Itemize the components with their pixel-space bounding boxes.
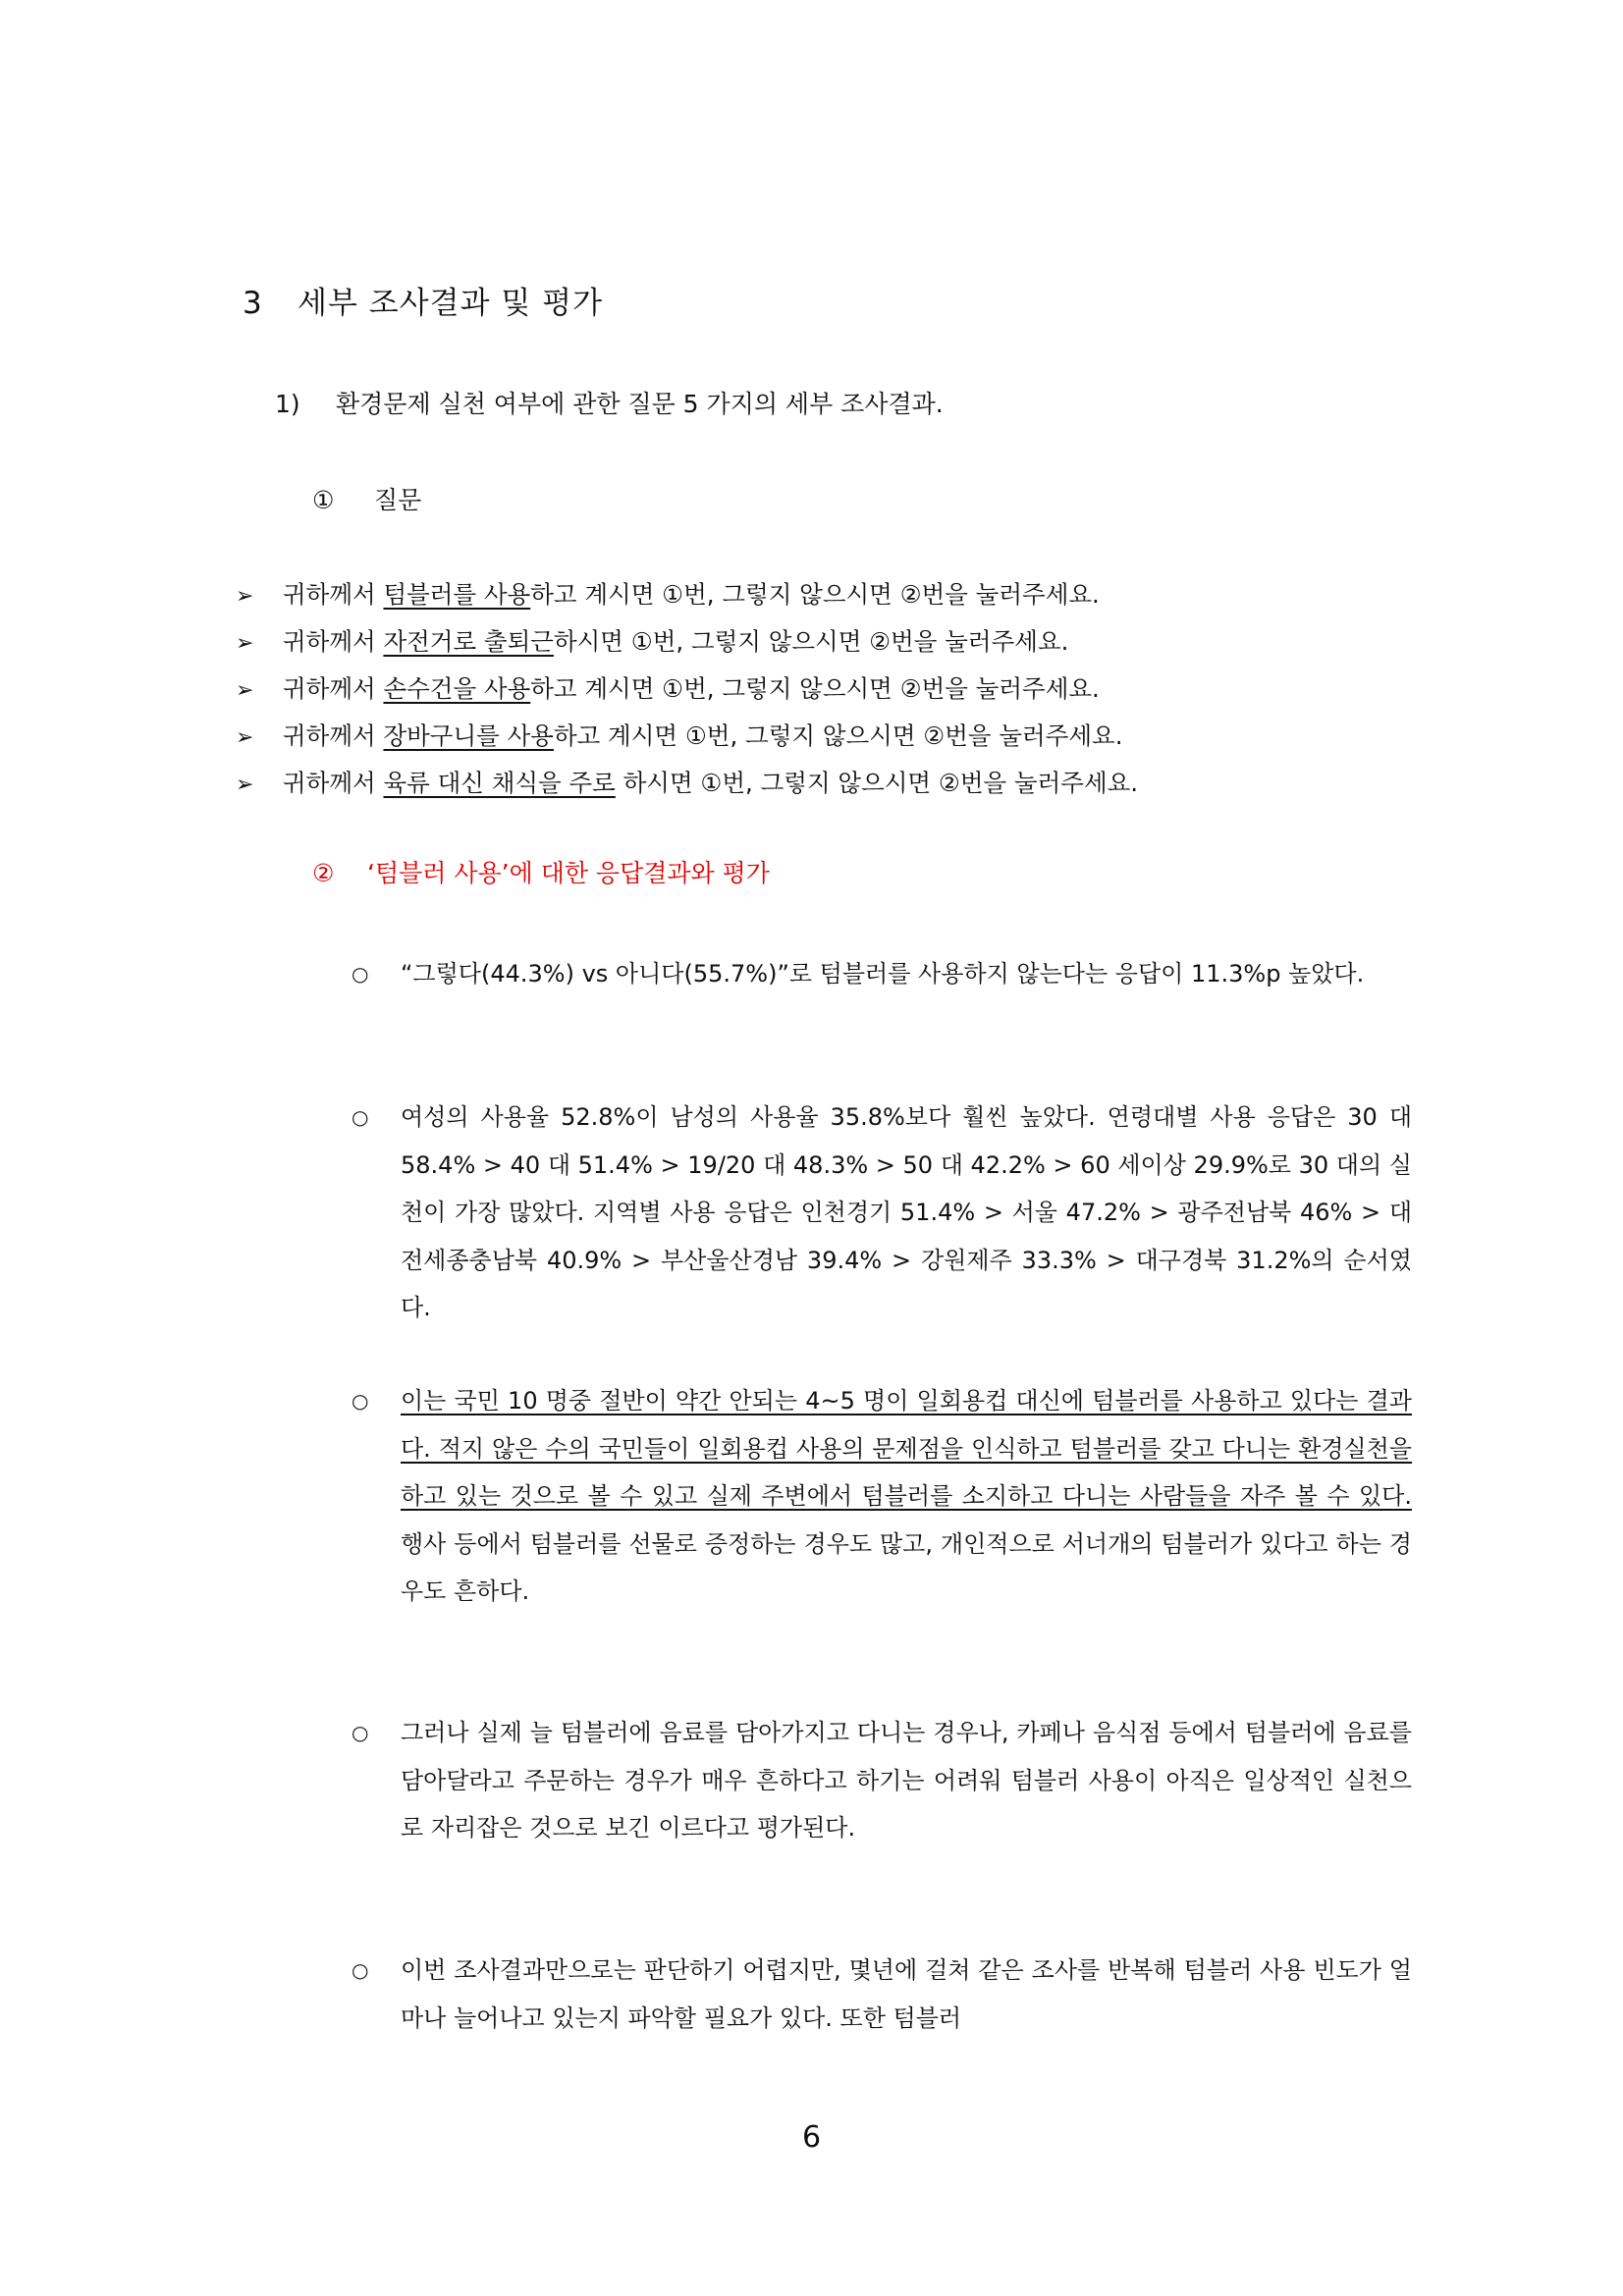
question-suffix: 하고 계시면 ①번, 그렇지 않으시면 ②번을 눌러주세요. [530,674,1100,703]
result-paragraph-5 [352,1947,1412,2042]
question-keyword: 장바구니를 사용 [383,721,554,750]
subsection-heading [275,385,944,420]
result-paragraph-1 [352,950,1412,998]
question-prefix: 귀하께서 [283,674,384,703]
question-prefix: 귀하께서 [283,627,384,656]
results-heading-title: ‘텀블러 사용’에 대한 응답결과와 평가 [367,859,770,887]
question-item [236,760,1138,807]
circle-bullet-icon: ○ [352,1958,369,1982]
paragraph-underlined-text: 이는 국민 10 명중 절반이 약간 안되는 4~5 명이 일회용컵 대신에 텀블러를 사용하고 있다는 결과다. 적지 않은 수의 국민들이 일회용컵 사용의 문제점을 인식하고 텀블러를 갖고 다니는 환경실천을 하고 있는 것으로 볼 수 있고 실제 주변에서 텀블러를 소지하고 다니는 사람들을 자주 볼 수 있다. [401,1387,1412,1510]
question-list [236,571,1138,807]
question-prefix: 귀하께서 [283,769,384,797]
circle-bullet-icon: ○ [352,1389,369,1413]
question-suffix: 하고 계시면 ①번, 그렇지 않으시면 ②번을 눌러주세요. [530,580,1100,609]
circle-bullet-icon: ○ [352,1105,369,1129]
paragraph-text [401,1377,1412,1616]
question-item [236,571,1138,618]
question-item [236,666,1138,713]
arrow-bullet-icon: ➢ [236,773,254,797]
question-suffix: 하시면 ①번, 그렇지 않으시면 ②번을 눌러주세요. [553,627,1069,656]
paragraph-rest-text: 행사 등에서 텀블러를 선물로 증정하는 경우도 많고, 개인적으로 서너개의 텀블러가 있다고 하는 경우도 흔하다. [401,1529,1412,1605]
arrow-bullet-icon: ➢ [236,678,254,703]
subsection-number: 1) [275,390,300,418]
question-prefix: 귀하께서 [283,721,384,750]
arrow-bullet-icon: ➢ [236,725,254,750]
question-keyword: 자전거로 출퇴근 [383,627,554,656]
questions-heading-number: ① [312,486,335,514]
question-suffix: 하고 계시면 ①번, 그렇지 않으시면 ②번을 눌러주세요. [553,721,1123,750]
question-keyword: 육류 대신 채식을 주로 [383,769,616,797]
question-suffix: 하시면 ①번, 그렇지 않으시면 ②번을 눌러주세요. [615,769,1139,797]
subsection-title: 환경문제 실천 여부에 관한 질문 5 가지의 세부 조사결과. [336,390,944,418]
results-heading [312,854,770,889]
result-paragraph-4 [352,1709,1412,1852]
result-paragraph-3 [352,1377,1412,1616]
results-heading-number: ② [312,859,335,887]
arrow-bullet-icon: ➢ [236,584,254,609]
question-prefix: 귀하께서 [283,580,384,609]
section-heading [243,278,603,322]
section-number: 3 [243,286,263,321]
question-keyword: 텀블러를 사용 [383,580,531,609]
circle-bullet-icon: ○ [352,1721,369,1744]
paragraph-text: 그러나 실제 늘 텀블러에 음료를 담아가지고 다니는 경우나, 카페나 음식점 등에서 텀블러에 음료를 담아달라고 주문하는 경우가 매우 흔하다고 하기는 어려워 텀블러 사용이 아직은 일상적인 실천으로 자리잡은 것으로 보긴 이르다고 평가된다. [401,1719,1412,1842]
section-title: 세부 조사결과 및 평가 [298,286,604,321]
arrow-bullet-icon: ➢ [236,631,254,656]
paragraph-text: 여성의 사용율 52.8%이 남성의 사용율 35.8%보다 훨씬 높았다. 연령대별 사용 응답은 30 대 58.4% > 40 대 51.4% > 19/20 대 48.3% > 50 대 42.2% > 60 세이상 29.9%로 30 대의 실천이 가장 많았다. 지역별 사용 응답은 인천경기 51.4% > 서울 47.2% > 광주전남북 46% > 대전세종충남북 40.9% > 부산울산경남 39.4% > 강원제주 33.3% > 대구경북 31.2%의 순서였다. [401,1103,1412,1321]
questions-heading-title: 질문 [374,486,422,514]
paragraph-text: 이번 조사결과만으로는 판단하기 어렵지만, 몇년에 걸쳐 같은 조사를 반복해 텀블러 사용 빈도가 얼마나 늘어나고 있는지 파악할 필요가 있다. 또한 텀블러 [401,1956,1412,2032]
page-number: 6 [801,2120,822,2155]
question-item [236,713,1138,760]
questions-heading [312,481,421,516]
result-paragraph-2 [352,1094,1412,1332]
question-item [236,618,1138,666]
paragraph-text: “그렇다(44.3%) vs 아니다(55.7%)”로 텀블러를 사용하지 않는다는 응답이 11.3%p 높았다. [401,960,1365,988]
circle-bullet-icon: ○ [352,962,369,986]
question-keyword: 손수건을 사용 [383,674,531,703]
